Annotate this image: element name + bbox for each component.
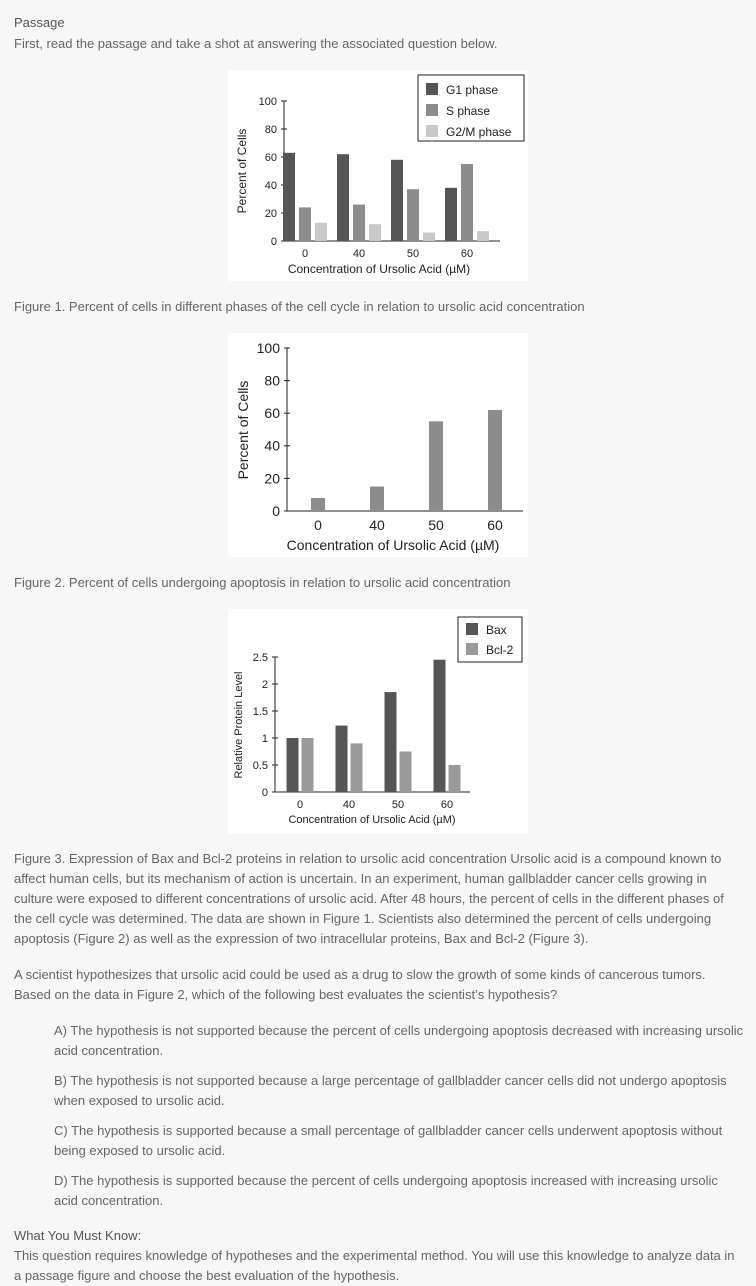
- y-tick-label: 1.5: [252, 705, 268, 718]
- x-tick-label: 40: [369, 517, 385, 533]
- bar: [400, 752, 412, 793]
- x-tick-label: 60: [487, 517, 503, 533]
- x-tick-label: 0: [314, 517, 322, 533]
- passage-heading: Passage: [14, 15, 65, 30]
- legend-swatch: [426, 83, 438, 95]
- figure-1-panel: [228, 70, 528, 281]
- x-axis-label: Concentration of Ursolic Acid (µM): [288, 814, 456, 826]
- y-tick-label: 40: [264, 179, 277, 192]
- figure-2-caption: Figure 2. Percent of cells undergoing apoptosis in relation to ursolic acid concentration: [14, 575, 511, 590]
- bar: [370, 487, 384, 511]
- y-tick-label: 100: [258, 95, 277, 108]
- legend-swatch: [426, 125, 438, 137]
- y-axis-label: Percent of Cells: [235, 380, 251, 480]
- figure-3-chart: [228, 609, 528, 834]
- y-tick-label: 1: [261, 732, 268, 745]
- legend-swatch: [466, 643, 478, 655]
- x-tick-label: 40: [352, 248, 366, 260]
- question-text: A scientist hypothesizes that ursolic acid could be used as a drug to slow the growth of some kinds of cancerous tumors. Based on the data in Figure 2, which of the following best evaluates the scientist’s hypothesis?: [14, 967, 706, 1002]
- y-tick-label: 0: [272, 502, 280, 519]
- x-tick-label: 40: [342, 799, 356, 811]
- answer-option-a[interactable]: A) The hypothesis is not supported because the percent of cells undergoing apoptosis decreased with increasing ursolic acid concentration.: [54, 1023, 744, 1058]
- x-tick-label: 50: [406, 248, 420, 260]
- figure-1-caption: Figure 1. Percent of cells in different phases of the cell cycle in relation to ursolic acid concentration: [14, 299, 585, 314]
- passage-body: Figure 3. Expression of Bax and Bcl-2 proteins in relation to ursolic acid concentration Ursolic acid is a compound known to affect human cells, but its mechanism of action is uncertain. In an experiment, human gallbladder cancer cells growing in culture were exposed to different concentrations of ursolic acid. After 48 hours, the percent of cells in the different phases of the cell cycle was determined. The data are shown in Figure 1. Scientists also determined the percent of cells undergoing apoptosis (Figure 2) as well as the expression of two intracellular proteins, Bax and Bcl-2 (Figure 3).: [14, 851, 724, 946]
- figure-2-chart: [228, 333, 528, 557]
- legend-label: Bax: [486, 623, 507, 637]
- legend-label: G1 phase: [446, 83, 499, 97]
- bar: [283, 153, 295, 241]
- bar: [445, 188, 457, 241]
- y-tick-label: 0.5: [252, 759, 268, 772]
- y-tick-label: 60: [264, 151, 277, 164]
- bar: [353, 205, 365, 241]
- y-tick-label: 20: [264, 207, 277, 220]
- bar: [311, 498, 325, 511]
- y-tick-label: 60: [264, 405, 280, 422]
- x-tick-label: 60: [460, 248, 474, 260]
- y-tick-label: 2.5: [252, 651, 268, 664]
- legend-label: S phase: [446, 104, 491, 118]
- bar: [407, 189, 419, 241]
- figure-2-panel: [228, 333, 528, 557]
- bar: [315, 223, 327, 241]
- what-you-must-know-text: This question requires knowledge of hypotheses and the experimental method. You will use this knowledge to analyze data in a passage figure and choose the best evaluation of the hypothesis.: [14, 1248, 735, 1283]
- answer-option-c[interactable]: C) The hypothesis is supported because a small percentage of gallbladder cancer cells underwent apoptosis without being exposed to ursolic acid.: [54, 1123, 723, 1158]
- x-tick-label: 60: [440, 799, 454, 811]
- y-tick-label: 80: [264, 123, 277, 136]
- y-axis-label: Relative Protein Level: [233, 671, 245, 779]
- legend-label: G2/M phase: [446, 125, 512, 139]
- answer-option-b[interactable]: B) The hypothesis is not supported because a large percentage of gallbladder cancer cells did not undergo apoptosis when exposed to ursolic acid.: [54, 1073, 727, 1108]
- y-tick-label: 40: [264, 437, 280, 454]
- bar: [449, 765, 461, 792]
- bar: [488, 410, 502, 511]
- answer-option-d[interactable]: D) The hypothesis is supported because the percent of cells undergoing apoptosis increased with increasing ursolic acid concentration.: [54, 1173, 718, 1208]
- y-tick-label: 2: [261, 678, 268, 691]
- bar: [299, 207, 311, 241]
- bar: [369, 224, 381, 241]
- legend-swatch: [466, 623, 478, 635]
- legend-swatch: [426, 104, 438, 116]
- bar: [351, 743, 363, 792]
- y-axis-label: Percent of Cells: [235, 128, 249, 214]
- bar: [391, 160, 403, 241]
- bar: [336, 726, 348, 792]
- x-tick-label: 0: [296, 799, 304, 811]
- bar: [385, 692, 397, 792]
- x-tick-label: 50: [428, 517, 444, 533]
- bar: [302, 738, 314, 792]
- bar: [423, 233, 435, 241]
- y-tick-label: 80: [264, 372, 280, 389]
- bar: [429, 421, 443, 511]
- y-tick-label: 100: [256, 339, 280, 356]
- passage-intro: First, read the passage and take a shot at answering the associated question below.: [14, 36, 498, 51]
- y-tick-label: 0: [270, 235, 277, 248]
- bar: [461, 164, 473, 241]
- figure-3-panel: [228, 609, 528, 834]
- legend-label: Bcl-2: [486, 643, 514, 657]
- x-axis-label: Concentration of Ursolic Acid (µM): [286, 537, 500, 553]
- bar: [337, 154, 349, 241]
- y-tick-label: 0: [261, 786, 268, 799]
- x-tick-label: 0: [301, 248, 309, 260]
- bar: [477, 231, 489, 241]
- x-axis-label: Concentration of Ursolic Acid (µM): [287, 262, 471, 276]
- what-you-must-know-heading: What You Must Know:: [14, 1228, 142, 1243]
- bar: [287, 738, 299, 792]
- bar: [434, 660, 446, 792]
- figure-1-chart: [228, 70, 528, 281]
- x-tick-label: 50: [391, 799, 405, 811]
- y-tick-label: 20: [264, 470, 280, 487]
